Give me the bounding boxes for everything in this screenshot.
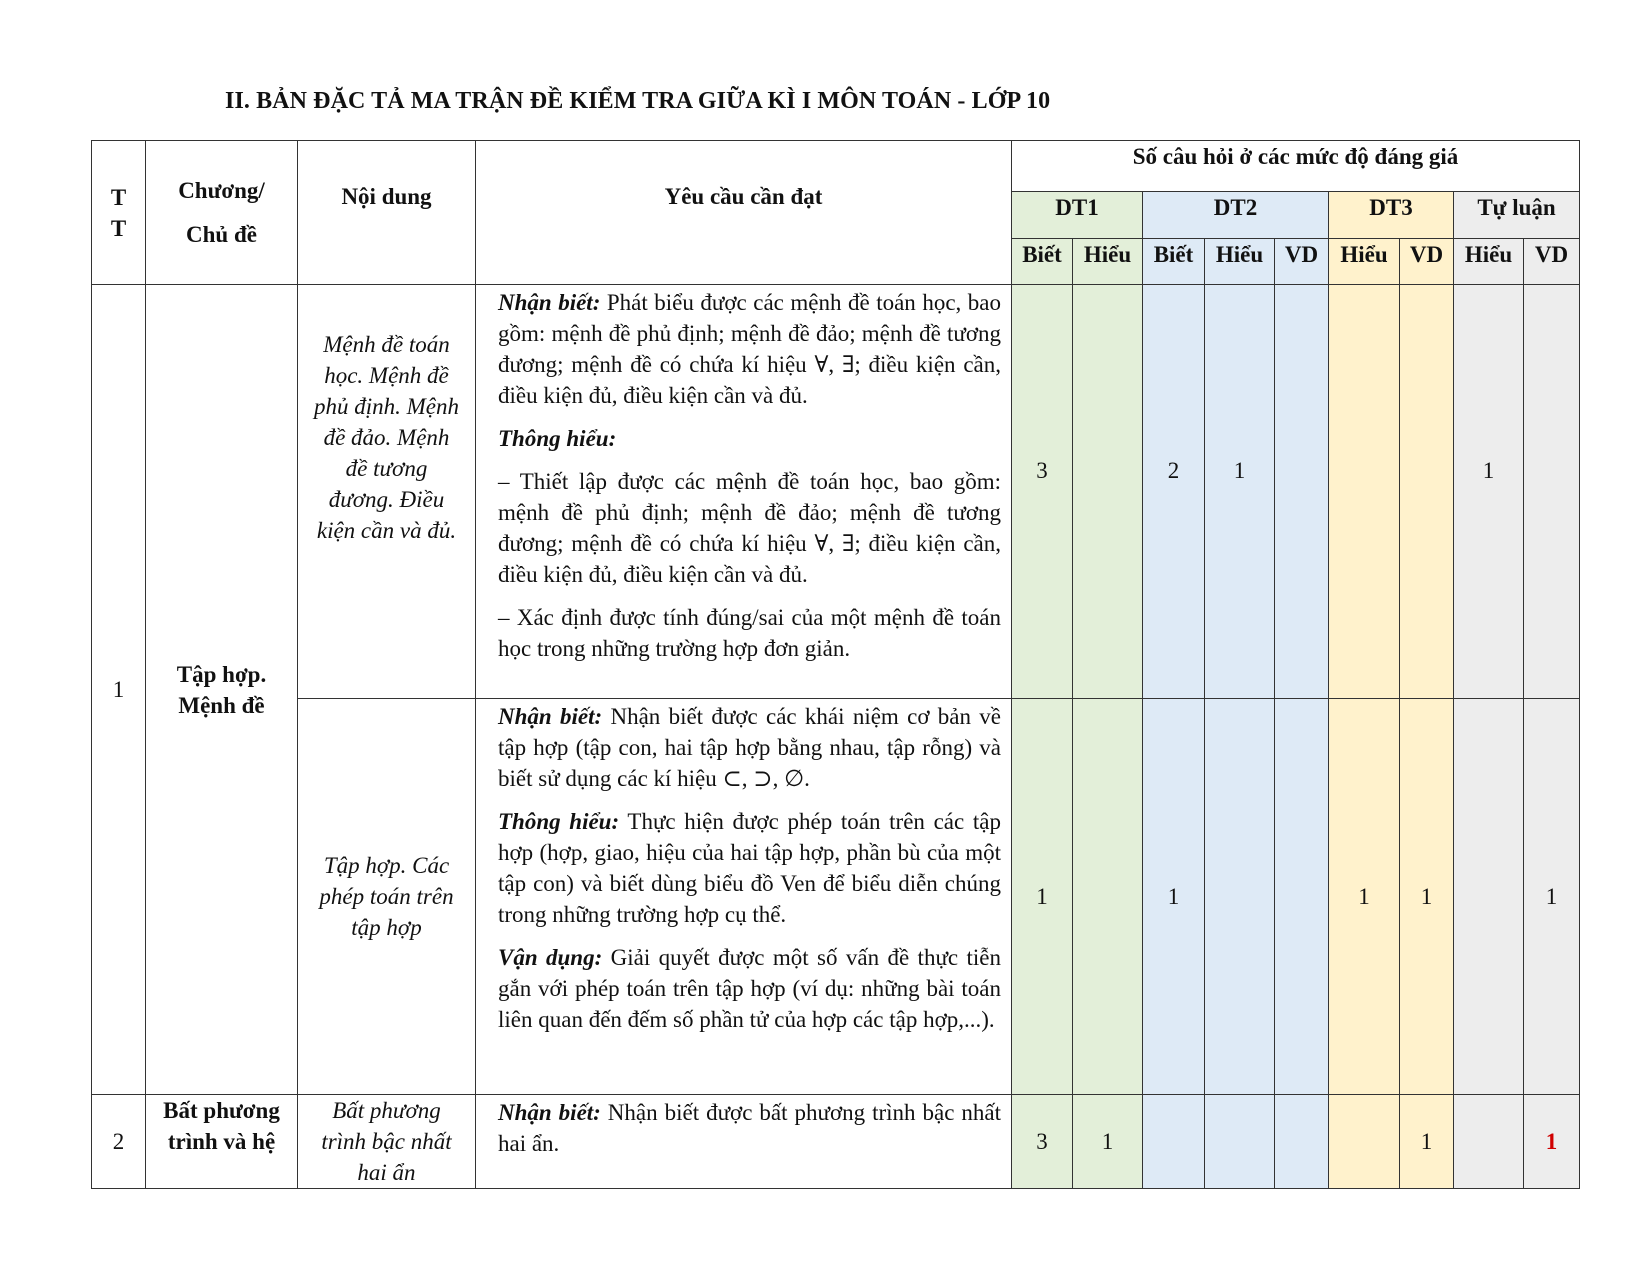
header-group-dt3: DT3	[1329, 192, 1454, 239]
header-requirement: Yêu cầu cần đạt	[476, 141, 1012, 285]
header-tt-line2: T	[110, 215, 127, 241]
count-cell	[1329, 1095, 1400, 1189]
row-2-tt: 2	[92, 1095, 146, 1189]
count-cell-highlighted: 1	[1524, 1095, 1580, 1189]
header-chapter	[146, 141, 298, 285]
table-row	[92, 699, 1580, 1095]
row-1a-content: Mệnh đề toán học. Mệnh đề phủ định. Mệnh đề đảo. Mệnh đề tương đương. Điều kiện cần và đủ.	[298, 285, 476, 699]
header-sub-tuluan-hieu: Hiểu	[1454, 239, 1524, 285]
header-group-tuluan: Tự luận	[1454, 192, 1580, 239]
header-group-dt1: DT1	[1012, 192, 1143, 239]
req-paragraph: Nhận biết: Nhận biết được các khái niệm cơ bản về tập hợp (tập con, hai tập hợp bằng nhau, tập rỗng) và biết sử dụng các kí hiệu ⊂, ⊃, ∅.	[498, 704, 1002, 791]
header-sub-dt2-biet: Biết	[1143, 239, 1205, 285]
row-1a-requirements	[476, 285, 1012, 699]
req-paragraph: Thông hiểu:	[498, 426, 617, 451]
page-title: II. BẢN ĐẶC TẢ MA TRẬN ĐỀ KIỂM TRA GIỮA KÌ I MÔN TOÁN - LỚP 10	[225, 88, 1051, 114]
count-cell	[1205, 1095, 1275, 1189]
table-row	[92, 1095, 1580, 1189]
count-cell	[1205, 699, 1275, 1095]
row-1-chapter: Tập hợp. Mệnh đề	[146, 285, 298, 1095]
row-2-content: Bất phương trình bậc nhất hai ẩn	[298, 1095, 476, 1189]
row-2-requirements	[476, 1095, 1012, 1189]
table-row	[92, 285, 1580, 699]
header-sub-dt3-vd: VD	[1400, 239, 1454, 285]
count-cell: 1	[1012, 699, 1073, 1095]
count-cell	[1454, 1095, 1524, 1189]
count-cell: 3	[1012, 285, 1073, 699]
req-paragraph: Vận dụng: Giải quyết được một số vấn đề thực tiễn gắn với phép toán trên tập hợp (ví dụ: những bài toán liên quan đến đếm số phần tử của hợp các tập hợp,...).	[498, 945, 1001, 1032]
header-sub-dt1-biet: Biết	[1012, 239, 1073, 285]
req-paragraph: – Xác định được tính đúng/sai của một mệnh đề toán học trong những trường hợp đơn giản.	[498, 605, 1001, 661]
header-content: Nội dung	[298, 141, 476, 285]
specification-matrix-table	[91, 140, 1580, 1189]
row-2-chapter: Bất phương trình và hệ	[146, 1095, 298, 1189]
count-cell: 1	[1205, 285, 1275, 699]
count-cell: 1	[1073, 1095, 1143, 1189]
count-cell	[1143, 1095, 1205, 1189]
req-paragraph: Thông hiểu: Thực hiện được phép toán trên các tập hợp (hợp, giao, hiệu của hai tập hợp, phần bù của một tập con) và biết dùng biểu đồ Ven để biểu diễn chúng trong những trường hợp cụ thể.	[498, 809, 1001, 927]
row-1-tt: 1	[92, 285, 146, 1095]
header-group-dt2: DT2	[1143, 192, 1329, 239]
count-cell	[1073, 285, 1143, 699]
count-cell: 3	[1012, 1095, 1073, 1189]
count-cell: 1	[1329, 699, 1400, 1095]
count-cell	[1275, 285, 1329, 699]
count-cell	[1275, 699, 1329, 1095]
count-cell	[1275, 1095, 1329, 1189]
req-paragraph: Nhận biết: Phát biểu được các mệnh đề toán học, bao gồm: mệnh đề phủ định; mệnh đề đảo; mệnh đề tương đương; mệnh đề có chứa kí hiệu ∀, ∃; điều kiện cần, điều kiện đủ, điều kiện cần và đủ.	[498, 290, 1001, 408]
row-1b-requirements	[476, 699, 1012, 1095]
header-tt	[92, 141, 146, 285]
header-chapter-line2: Chủ đề	[186, 221, 257, 247]
count-cell: 2	[1143, 285, 1205, 699]
header-sub-dt1-hieu: Hiểu	[1073, 239, 1143, 285]
count-cell: 1	[1143, 699, 1205, 1095]
header-sub-dt2-hieu: Hiểu	[1205, 239, 1275, 285]
count-cell	[1073, 699, 1143, 1095]
header-tt-line1: T	[110, 184, 127, 210]
header-levels: Số câu hỏi ở các mức độ đáng giá	[1012, 141, 1580, 192]
header-chapter-line1: Chương/	[178, 177, 265, 203]
count-cell: 1	[1454, 285, 1524, 699]
header-sub-tuluan-vd: VD	[1524, 239, 1580, 285]
count-cell: 1	[1400, 699, 1454, 1095]
header-row-1	[92, 141, 1580, 192]
header-sub-dt3-hieu: Hiểu	[1329, 239, 1400, 285]
header-sub-dt2-vd: VD	[1275, 239, 1329, 285]
row-1b-content: Tập hợp. Các phép toán trên tập hợp	[298, 699, 476, 1095]
count-cell: 1	[1524, 699, 1580, 1095]
count-cell: 1	[1400, 1095, 1454, 1189]
count-cell	[1400, 285, 1454, 699]
count-cell	[1329, 285, 1400, 699]
count-cell	[1454, 699, 1524, 1095]
req-paragraph: Nhận biết: Nhận biết được bất phương trình bậc nhất hai ẩn.	[498, 1100, 1002, 1156]
req-paragraph: – Thiết lập được các mệnh đề toán học, bao gồm: mệnh đề phủ định; mệnh đề đảo; mệnh đề tương đương; mệnh đề có chứa kí hiệu ∀, ∃; điều kiện cần, điều kiện đủ, điều kiện cần và đủ.	[498, 469, 1001, 587]
count-cell	[1524, 285, 1580, 699]
